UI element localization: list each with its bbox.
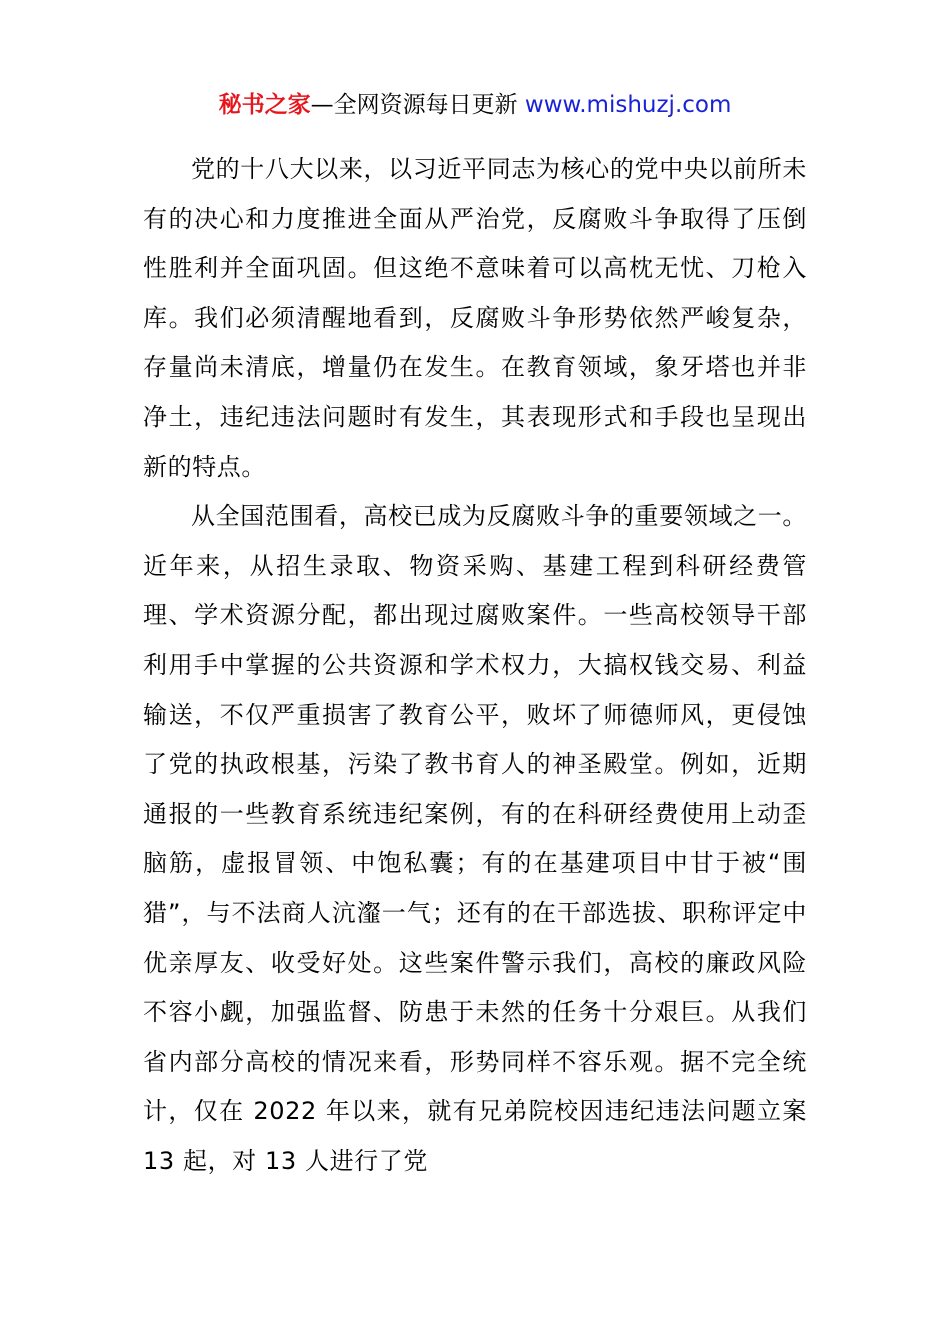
body-paragraph-1: 党的十八大以来，以习近平同志为核心的党中央以前所未有的决心和力度推进全面从严治党，反腐败斗争取得了压倒性胜利并全面巩固。但这绝不意味着可以高枕无忧、刀枪入库。我们必须清醒地看到，反腐败斗争形势依然严峻复杂，存量尚未清底，增量仍在发生。在教育领域，象牙塔也并非净土，违纪违法问题时有发生，其表现形式和手段也呈现出新的特点。 (143, 155, 807, 481)
body-paragraph-2: 从全国范围看，高校已成为反腐败斗争的重要领域之一。近年来，从招生录取、物资采购、基建工程到科研经费管理、学术资源分配，都出现过腐败案件。一些高校领导干部利用手中掌握的公共资源和学术权力，大搞权钱交易、利益输送，不仅严重损害了教育公平，败坏了师德师风，更侵蚀了党的执政根基，污染了教书育人的神圣殿堂。例如，近期通报的一些教育系统违纪案例，有的在科研经费使用上动歪脑筋，虚报冒领、中饱私囊；有的在基建项目中甘于被“围猎”，与不法商人沆瀣一气；还有的在干部选拔、职称评定中优亲厚友、收受好处。这些案件警示我们，高校的廉政风险不容小觑，加强监督、防患于未然的任务十分艰巨。从我们省内部分高校的情况来看，形势同样不容乐观。据不完全统计，仅在 2022 年以来，就有兄弟院校因违纪违法问题立案 13 起，对 13 人进行了党 (143, 502, 807, 1175)
document-body (143, 145, 807, 1186)
header-brand: 秘书之家 (218, 92, 311, 118)
header-url-link[interactable]: www.mishuzj.com (524, 92, 732, 118)
page-header (0, 88, 950, 122)
header-tagline: —全网资源每日更新 (310, 92, 525, 118)
